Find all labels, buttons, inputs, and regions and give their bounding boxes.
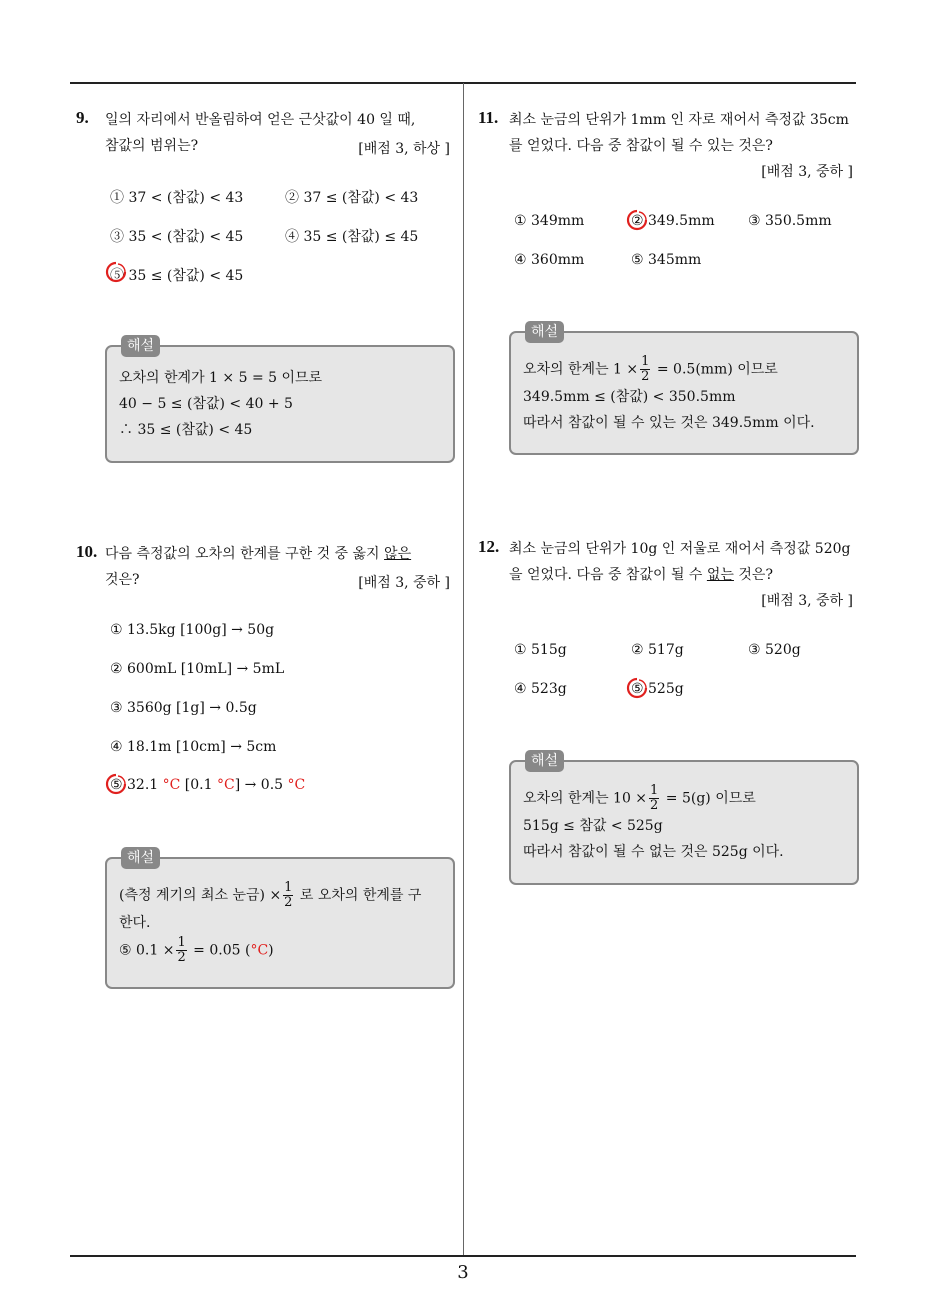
fraction: [649, 784, 659, 813]
unit-celsius: °C: [162, 777, 181, 793]
choice-3[interactable]: ③ 350.5mm: [748, 213, 832, 229]
choice-5[interactable]: ⑤ 35 ≤ (참값) < 45: [110, 268, 244, 284]
solution-body: [523, 784, 845, 865]
fraction-denominator: 2: [284, 895, 293, 910]
fraction-numerator: 1: [650, 783, 659, 798]
unit-celsius: °C: [216, 777, 235, 793]
solution-box: [105, 850, 455, 989]
choice-5[interactable]: [110, 777, 305, 793]
unit-celsius: °C: [250, 942, 269, 959]
fraction-denominator: 2: [650, 798, 659, 813]
choice-1[interactable]: ① 37 < (참값) < 43: [110, 190, 244, 206]
answer-circle-icon: [626, 209, 648, 231]
choice-5[interactable]: ⑤ 345mm: [631, 252, 702, 268]
solution-text: ): [268, 942, 274, 959]
solution-line: [119, 881, 441, 910]
answer-circle-icon: [105, 773, 127, 795]
solution-line: 349.5mm ≤ (참값) < 350.5mm: [523, 389, 736, 405]
solution-line: 40 − 5 ≤ (참값) < 40 + 5: [119, 396, 293, 412]
question-text-line1: 일의 자리에서 반올림하여 얻은 근삿값이 40 일 때,: [105, 112, 416, 128]
question-meta: [배점 3, 하상 ]: [358, 141, 450, 157]
question-text-line2: 를 얻었다. 다음 중 참값이 될 수 있는 것은?: [509, 138, 773, 154]
solution-line: [523, 355, 845, 384]
question-meta: [배점 3, 중하 ]: [358, 575, 450, 591]
choice-5[interactable]: ⑤ 525g: [631, 681, 684, 697]
solution-tag: 해설: [121, 335, 160, 357]
question-number: 10.: [76, 542, 98, 561]
answer-circle-icon: [626, 677, 648, 699]
bottom-rule: [70, 1255, 856, 1257]
fraction-numerator: 1: [641, 354, 650, 369]
choice-text: ] → 0.5: [234, 777, 288, 793]
choice-2[interactable]: ② 37 ≤ (참값) < 43: [285, 190, 419, 206]
fraction-denominator: 2: [177, 950, 186, 965]
solution-text: 오차의 한계는 10 ×: [523, 790, 648, 807]
solution-body: [119, 365, 441, 443]
choice-text: [0.1: [180, 777, 217, 793]
choice-4[interactable]: ④ 523g: [514, 681, 567, 697]
solution-tag: 해설: [525, 750, 564, 772]
answer-circle-icon: [105, 261, 127, 283]
solution-line: 따라서 참값이 될 수 없는 것은 525g 이다.: [523, 844, 784, 860]
solution-text: = 5(g) 이므로: [661, 790, 756, 807]
choice-4[interactable]: ④ 35 ≤ (참값) ≤ 45: [285, 229, 419, 245]
choice-1[interactable]: ① 349mm: [514, 213, 585, 229]
fraction-numerator: 1: [284, 880, 293, 895]
unit-celsius: °C: [287, 777, 306, 793]
question-text-line2: [509, 562, 773, 588]
choice-text: ⑤ 32.1: [110, 777, 163, 793]
choice-1[interactable]: ① 515g: [514, 642, 567, 658]
fraction: [176, 936, 186, 965]
fraction-numerator: 1: [177, 935, 186, 950]
question-text-line2: 참값의 범위는?: [105, 138, 199, 154]
question-text: 다음 측정값의 오차의 한계를 구한 것 중 옳지: [105, 546, 385, 562]
choice-4[interactable]: ④ 360mm: [514, 252, 585, 268]
solution-text: = 0.05 (: [188, 942, 251, 959]
question-number: 12.: [478, 537, 500, 556]
solution-line: 한다.: [119, 915, 151, 931]
solution-line: 515g ≤ 참값 < 525g: [523, 818, 663, 834]
choice-3[interactable]: ③ 35 < (참값) < 45: [110, 229, 244, 245]
choice-2[interactable]: ② 600mL [10mL] → 5mL: [110, 661, 285, 677]
solution-body: [523, 355, 845, 436]
fraction: [283, 881, 293, 910]
choice-4[interactable]: ④ 18.1m [10cm] → 5cm: [110, 739, 277, 755]
solution-line: [523, 784, 845, 813]
solution-text: 로 오차의 한계를 구: [295, 887, 422, 904]
solution-text: = 0.5(mm) 이므로: [652, 361, 778, 378]
solution-text: ⑤ 0.1 ×: [119, 942, 175, 959]
question-number: 11.: [478, 108, 499, 127]
solution-line: 오차의 한계가 1 × 5 = 5 이므로: [119, 370, 323, 386]
solution-tag: 해설: [121, 847, 160, 869]
question-emphasis: 않은: [384, 546, 412, 562]
solution-line: 따라서 참값이 될 수 있는 것은 349.5mm 이다.: [523, 415, 815, 431]
solution-body: [119, 881, 441, 965]
fraction-denominator: 2: [641, 369, 650, 384]
solution-tag: 해설: [525, 321, 564, 343]
solution-line: ∴ 35 ≤ (참값) < 45: [119, 422, 253, 438]
choice-2[interactable]: ② 517g: [631, 642, 684, 658]
question-text-line1: 최소 눈금의 단위가 10g 인 저울로 재어서 측정값 520g: [509, 541, 851, 557]
choice-3[interactable]: ③ 520g: [748, 642, 801, 658]
column-divider: [463, 83, 464, 1255]
choice-3[interactable]: ③ 3560g [1g] → 0.5g: [110, 700, 257, 716]
question-text: 을 얻었다. 다음 중 참값이 될 수: [509, 567, 707, 583]
solution-line: [119, 936, 441, 965]
question-text: 것은?: [733, 567, 773, 583]
question-text-line1: [105, 541, 455, 567]
solution-box: [509, 753, 859, 885]
fraction: [640, 355, 650, 384]
question-meta: [배점 3, 중하 ]: [761, 593, 853, 609]
choice-2[interactable]: ② 349.5mm: [631, 213, 715, 229]
solution-box: [105, 338, 455, 463]
solution-box: [509, 324, 859, 455]
solution-text: 오차의 한계는 1 ×: [523, 361, 639, 378]
page-number: 3: [457, 1262, 469, 1283]
solution-text: (측정 계기의 최소 눈금) ×: [119, 887, 282, 904]
question-emphasis: 없는: [706, 567, 734, 583]
choice-1[interactable]: ① 13.5kg [100g] → 50g: [110, 622, 275, 638]
question-text-line2: 것은?: [105, 572, 140, 588]
question-meta: [배점 3, 중하 ]: [761, 164, 853, 180]
question-text-line1: 최소 눈금의 단위가 1mm 인 자로 재어서 측정값 35cm: [509, 112, 849, 128]
question-number: 9.: [76, 108, 89, 127]
